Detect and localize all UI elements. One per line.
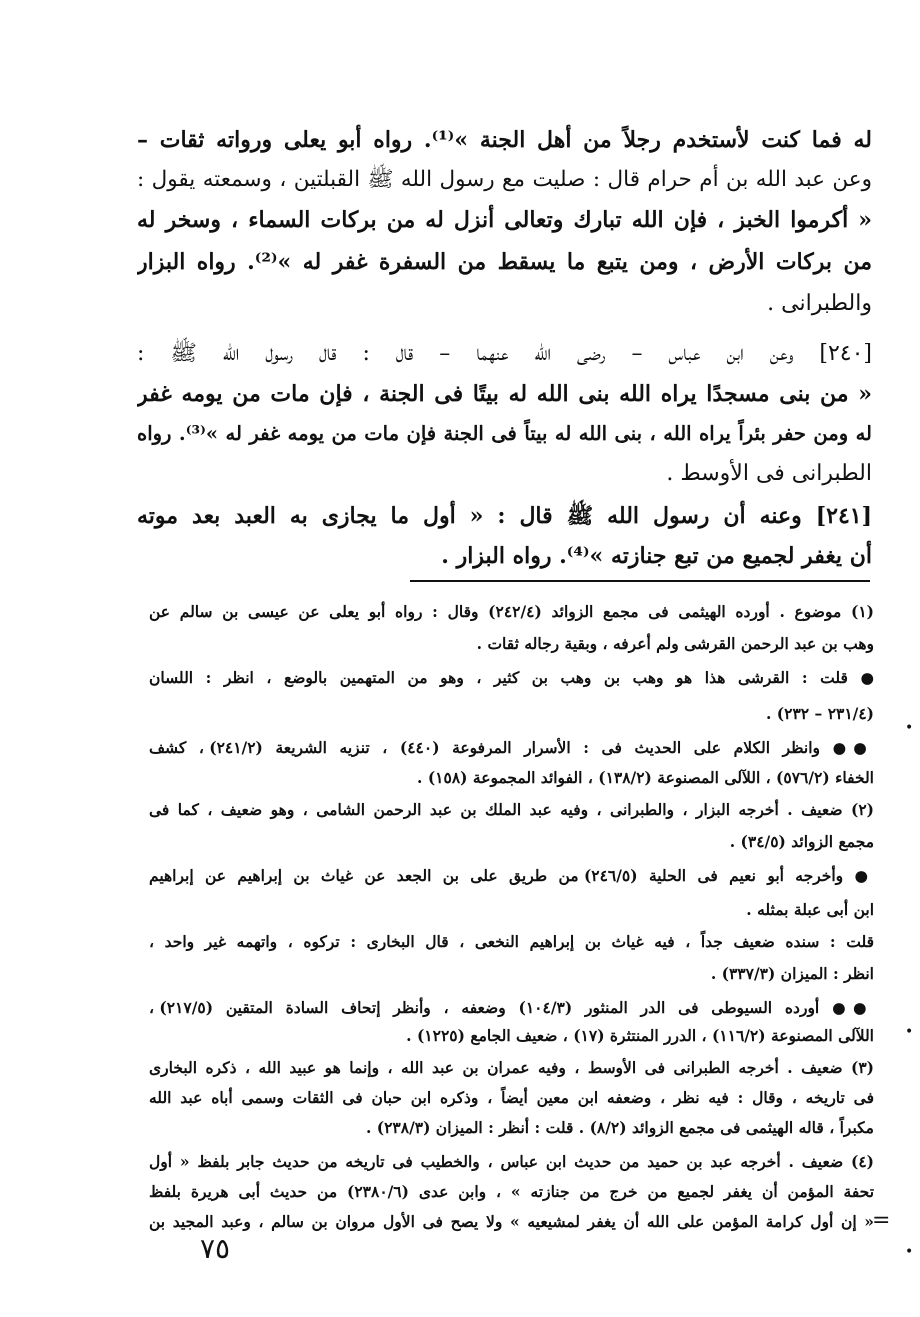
hadith-241-line-2: أن يغفر لجميع من تبع جنازته »⁽⁴⁾. رواه البزار . [441, 543, 872, 569]
footnote-line-9: ● وأخرجه أبو نعيم فى الحلية (٢٤٦/٥) من طريق على بن الجعد عن غياث بن إبراهيم عن إبراهيم [149, 866, 874, 885]
footnote-line-6: الخفاء (٥٧٦/٢) ، اللآلى المصنوعة (١٣٨/٢) ، الفوائد المجموعة (١٥٨) . [417, 768, 874, 787]
footnote-line-20: « إن أول كرامة المؤمن على الله أن يغفر لمشيعيه » ولا يصح فى الأول مروان بن سالم ، وعبد المجيد بن [149, 1212, 874, 1231]
footnote-line-5: ●● وانظر الكلام على الحديث فى : الأسرار المرفوعة (٤٤٠) ، تنزيه الشريعة (٢٤١/٢) ، كشف [149, 738, 874, 757]
footnote-line-17: مكبراً ، قاله الهيثمى فى مجمع الزوائد (٨/٢) . قلت : أنظر : الميزان (٢٣٨/٣) . [365, 1118, 874, 1137]
continuation-mark: = [872, 1208, 891, 1233]
footnote-line-16: فى تاريخه ، وقال : فيه نظر ، وضعفه ابن معين أيضاً ، وذكره ابن حبان فى الثقات وسمى أباه عبد الله [149, 1088, 874, 1107]
footnote-line-3: ● قلت : القرشى هذا هو وهب بن وهب بن كثير ، وهو من المتهمين بالوضع ، انظر : اللسان [149, 668, 874, 687]
footnote-line-15: (٣) ضعيف . أخرجه الطبرانى فى الأوسط ، وفيه عمران بن عبد الله ، وإنما هو عبيد الله ، ذكره البخارى [149, 1058, 874, 1077]
footnote-line-13: ●● أورده السيوطى فى الدر المنثور (١٠٤/٣) وضعفه ، وأنظر إتحاف السادة المتقين (٢١٧/٥) ، [149, 998, 874, 1017]
hadith-240-line-1: [٢٤٠] وعن ابن عباس – رضى الله عنهما – قال : قال رسول الله ﷺ : [137, 341, 872, 366]
hadith-240-line-3: له ومن حفر بئراً يراه الله ، بنى الله له بيتاً فى الجنة فإن مات من يومه غفر له »⁽³⁾. رواه [137, 422, 872, 445]
hadith-240-line-4: الطبرانى فى الأوسط . [666, 461, 872, 486]
footnote-line-19: تحفة المؤمن أن يغفر لجميع من خرج من جنازته » ، وابن عدى (٢٣٨٠/٦) من حديث أبى هريرة بلفظ [149, 1182, 874, 1201]
footnote-separator [410, 580, 870, 582]
footnote-line-14: اللآلى المصنوعة (١١٦/٢) ، الدرر المنتثرة (١٧) ، ضعيف الجامع (١٢٢٥) . [406, 1026, 874, 1045]
scan-speck: • [905, 720, 914, 736]
footnote-line-8: مجمع الزوائد (٣٤/٥) . [729, 832, 874, 851]
footnote-line-7: (٢) ضعيف . أخرجه البزار ، والطبرانى ، وفيه عبد الملك بن عبد الرحمن الشامى ، وهو ضعيف ، كما فى [149, 800, 874, 819]
main-line-2: وعن عبد الله بن أم حرام قال : صليت مع رسول الله ﷺ القبلتين ، وسمعته يقول : [137, 167, 872, 192]
footnote-line-11: قلت : سنده ضعيف جداً ، فيه غياث بن إبراهيم النخعى ، قال البخارى : تركوه ، واتهمه غير واحد ، [149, 932, 874, 951]
hadith-241-line-1: [٢٤١] وعنه أن رسول الله ﷺ قال : « أول ما يجازى به العبد بعد موته [137, 503, 872, 529]
main-line-1: له فما كنت لأستخدم رجلاً من أهل الجنة »⁽¹⁾. رواه أبو يعلى ورواته ثقات – [137, 127, 872, 153]
footnote-line-2: وهب بن عبد الرحمن القرشى ولم أعرفه ، وبقية رجاله ثقات . [476, 634, 874, 653]
page-number: ٧٥ [200, 1232, 231, 1265]
scan-speck: • [905, 1024, 914, 1040]
main-line-3: « أكرموا الخبز ، فإن الله تبارك وتعالى أنزل له من بركات السماء ، وسخر له [137, 207, 872, 233]
hadith-240-line-2: « من بنى مسجدًا يراه الله بنى الله له بيتًا فى الجنة ، فإن مات من يومه غفر [137, 381, 872, 407]
footnote-line-10: ابن أبى عبلة بمثله . [746, 900, 874, 919]
footnote-line-12: انظر : الميزان (٣٣٧/٣) . [710, 964, 874, 983]
scan-speck: • [905, 1244, 914, 1260]
main-line-4: من بركات الأرض ، ومن يتبع ما يسقط من السفرة غفر له »⁽²⁾. رواه البزار [137, 249, 872, 275]
footnote-line-1: (١) موضوع . أورده الهيثمى فى مجمع الزوائد (٢٤٢/٤) وقال : رواه أبو يعلى عن عيسى بن سالم عن [149, 602, 874, 621]
footnote-line-4: (٢٣١/٤ – ٢٣٢) . [766, 704, 874, 723]
footnote-line-18: (٤) ضعيف . أخرجه عبد بن حميد من حديث ابن عباس ، والخطيب فى تاريخه من حديث جابر بلفظ « أول [149, 1152, 874, 1171]
main-line-5: والطبرانى . [767, 291, 872, 316]
